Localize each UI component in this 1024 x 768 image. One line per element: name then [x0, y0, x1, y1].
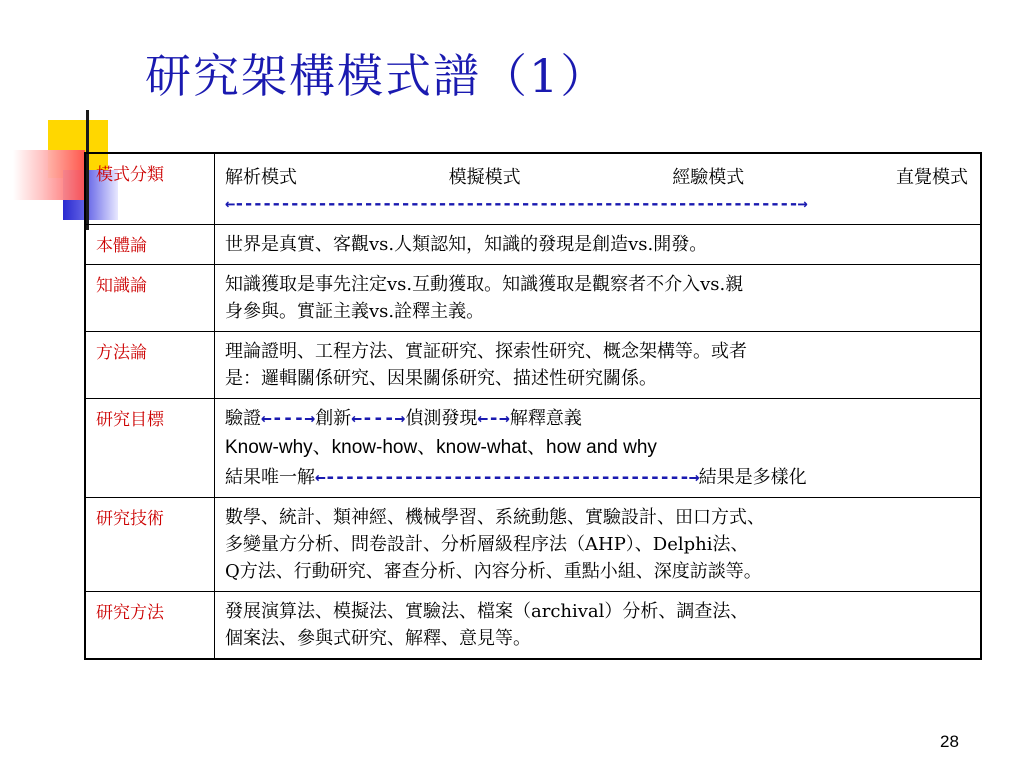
table-row — [85, 265, 981, 332]
row-label: 本體論 — [85, 225, 215, 265]
modes-row — [225, 164, 980, 191]
double-arrow-icon: ←---→ — [351, 408, 406, 429]
mode-intuitive: 直覺模式 — [895, 167, 968, 188]
double-arrow-icon: ←-------------------------------------→ — [315, 467, 699, 488]
table-row — [85, 225, 981, 265]
row-content — [215, 592, 982, 660]
content-line: 數學、統計、類神經、機械學習、系統動態、實驗設計、田口方式、 — [225, 507, 765, 528]
table-row — [85, 332, 981, 399]
row-label: 方法論 — [85, 332, 215, 399]
goal-diverse-results: 結果是多樣化 — [698, 467, 807, 488]
row-label: 研究技術 — [85, 498, 215, 592]
spectrum-arrow: ←-------------------------------------------------------------→ — [225, 194, 807, 214]
goal-detect: 偵測發現 — [405, 408, 478, 429]
table-row-header — [85, 153, 981, 225]
content-line: Q方法、行動研究、審查分析、內容分析、重點小組、深度訪談等。 — [225, 561, 762, 582]
content-line: 世界是真實、客觀vs.人類認知，知識的發現是創造vs.開發。 — [225, 234, 708, 255]
framework-table — [84, 152, 982, 660]
content-line: 個案法、參與式研究、解釋、意見等。 — [225, 628, 531, 649]
page-number: 28 — [940, 732, 959, 751]
content-line: 發展演算法、模擬法、實驗法、檔案（archival）分析、調查法、 — [225, 601, 749, 622]
goal-innovate: 創新 — [315, 408, 352, 429]
row-label: 研究方法 — [85, 592, 215, 660]
decor-red-square — [13, 150, 85, 200]
mode-empirical: 經驗模式 — [672, 167, 745, 188]
table-row — [85, 498, 981, 592]
row-content — [215, 265, 982, 332]
row-content — [215, 225, 982, 265]
double-arrow-icon: ←-→ — [477, 408, 510, 429]
goal-line-3 — [225, 464, 980, 491]
mode-simulation: 模擬模式 — [448, 167, 521, 188]
row-label: 研究目標 — [85, 399, 215, 498]
row-label: 知識論 — [85, 265, 215, 332]
double-arrow-icon: ←---→ — [261, 408, 316, 429]
goal-single-solution: 結果唯一解 — [225, 467, 315, 488]
goal-interpret: 解釋意義 — [509, 408, 582, 429]
row-label: 模式分類 — [85, 153, 215, 225]
row-content — [215, 399, 982, 498]
goal-line-1 — [225, 405, 980, 432]
goal-line-2: Know-why、know-how、know-what、how and why — [225, 437, 657, 458]
content-line: 知識獲取是事先注定vs.互動獲取。知識獲取是觀察者不介入vs.親 — [225, 274, 744, 295]
content-line: 多變量方分析、問卷設計、分析層級程序法（AHP）、Delphi法、 — [225, 534, 749, 555]
row-content — [215, 332, 982, 399]
table-row — [85, 592, 981, 660]
content-line: 是：邏輯關係研究、因果關係研究、描述性研究關係。 — [225, 368, 657, 389]
slide-title: 研究架構模式譜（1） — [145, 49, 609, 103]
goal-verify: 驗證 — [225, 408, 261, 429]
row-content — [215, 498, 982, 592]
modes-cell — [215, 153, 982, 225]
mode-analytic: 解析模式 — [225, 167, 297, 188]
content-line: 理論證明、工程方法、實証研究、探索性研究、概念架構等。或者 — [225, 341, 747, 362]
table-row — [85, 399, 981, 498]
content-line: 身參與。實証主義vs.詮釋主義。 — [225, 301, 485, 322]
